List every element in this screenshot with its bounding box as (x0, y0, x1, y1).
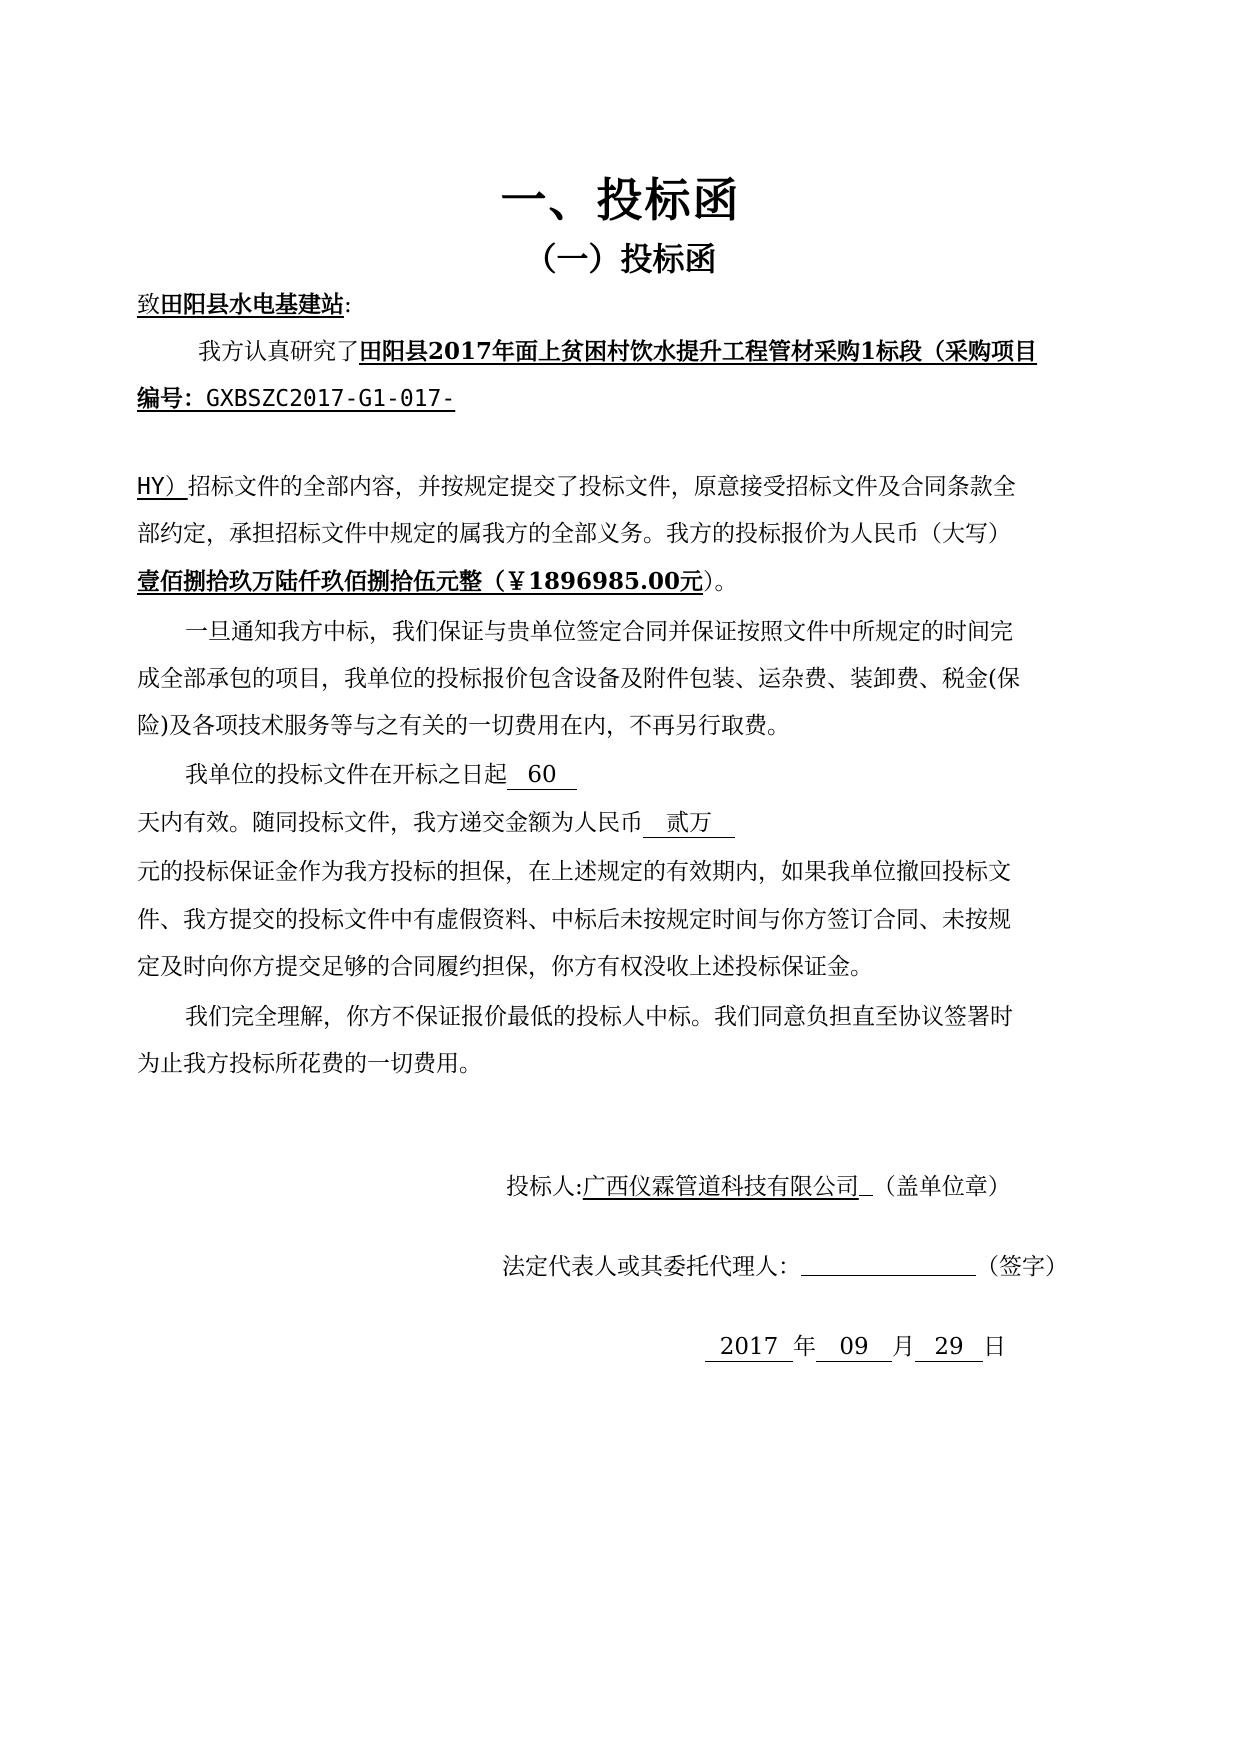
date-month: 09 (816, 1333, 892, 1362)
para1-line4: 部约定，承担招标文件中规定的属我方的全部义务。我方的投标报价为人民币（大写） (137, 521, 1011, 547)
project-name: 田阳县2017年面上贫困村饮水提升工程管材采购1标段（采购项目 (359, 338, 1038, 365)
para3-text1: 我单位的投标文件在开标之日起 (185, 762, 507, 788)
deposit-amount: 贰万 (643, 809, 735, 838)
rep-signature-blank[interactable] (801, 1251, 976, 1276)
page-title: 一、投标函 (500, 173, 741, 227)
bidder-label: 投标人: (506, 1174, 583, 1200)
recipient-line (137, 288, 1097, 322)
bidder-note: （盖单位章） (872, 1174, 1011, 1200)
para1-line1 (198, 335, 1158, 369)
bidder-line (506, 1170, 1066, 1204)
project-code-tail: HY） (137, 474, 188, 500)
recipient-prefix: 致 (137, 292, 160, 318)
para1-text-c: 招标文件的全部内容，并按规定提交了投标文件，原意接受招标文件及合同条款全 (187, 474, 1016, 500)
project-code: GXBSZC2017-G1-017- (206, 386, 456, 412)
rep-label: 法定代表人或其委托代理人： (502, 1254, 801, 1280)
para2-line1: 一旦通知我方中标，我们保证与贵单位签定合同并保证按照文件中所规定的时间完 (185, 619, 1013, 645)
bidder-name-trailing-blank (859, 1173, 873, 1196)
date-line (705, 1330, 1065, 1364)
para3-line2 (137, 806, 1097, 840)
page-subtitle: （一）投标函 (524, 240, 717, 278)
date-year: 2017 (705, 1333, 793, 1362)
para1-line2 (137, 382, 1097, 416)
para3-line4: 件、我方提交的投标文件中有虚假资料、中标后未按规定时间与你方签订合同、未按规 (137, 907, 1011, 933)
para3-line5: 定及时向你方提交足够的合同履约担保，你方有权没收上述投标保证金。 (137, 954, 873, 980)
para3-text2: 天内有效。随同投标文件，我方递交金额为人民币 (137, 810, 643, 836)
recipient-name: 田阳县水电基建站 (160, 291, 344, 318)
para1-line5 (137, 565, 1097, 599)
para2-line2: 成全部承包的项目，我单位的投标报价包含设备及附件包装、运杂费、装卸费、税金(保 (137, 666, 1020, 692)
para1-line3 (137, 470, 1097, 504)
date-day-unit: 日 (983, 1334, 1006, 1360)
amount-unit: 元 (680, 568, 704, 595)
para4-line2: 为止我方投标所花费的一切费用。 (137, 1051, 482, 1077)
amount-open: （￥ (482, 568, 528, 595)
amount-words: 壹佰捌拾玖万陆仟玖佰捌拾伍元整 (137, 568, 482, 595)
project-code-label: 编号： (137, 385, 206, 412)
valid-days: 60 (507, 761, 577, 790)
date-day: 29 (915, 1333, 983, 1362)
rep-note: （签字） (976, 1254, 1068, 1280)
para3-line1 (185, 758, 1145, 792)
rep-line (502, 1250, 1082, 1284)
bidder-name: 广西仪霖管道科技有限公司 (582, 1174, 859, 1200)
para1-lead: 我方认真研究了 (198, 339, 359, 365)
recipient-suffix: : (344, 292, 352, 318)
amount-close: ）。 (703, 569, 738, 595)
para3-line3: 元的投标保证金作为我方投标的担保，在上述规定的有效期内，如果我单位撤回投标文 (137, 859, 1011, 885)
para4-line1: 我们完全理解，你方不保证报价最低的投标人中标。我们同意负担直至协议签署时 (185, 1004, 1013, 1030)
para2-line3: 险)及各项技术服务等与之有关的一切费用在内，不再另行取费。 (137, 713, 790, 739)
date-month-unit: 月 (892, 1334, 915, 1360)
amount-number: 1896985.00 (528, 568, 681, 595)
date-year-unit: 年 (793, 1334, 816, 1360)
